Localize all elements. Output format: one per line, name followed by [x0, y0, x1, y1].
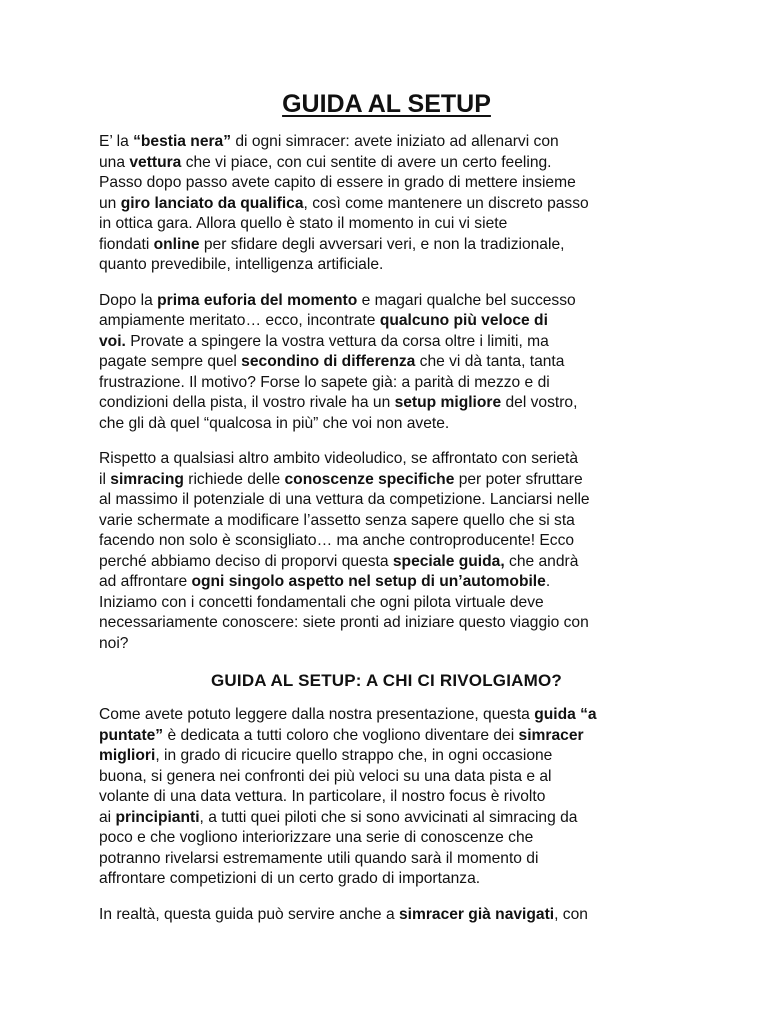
text-line [99, 787, 674, 808]
text-line [99, 634, 674, 655]
text-segment: buona, si genera nei confronti dei più veloci su una data pista e al [99, 767, 552, 785]
text-line [99, 552, 674, 573]
bold-text: voi. [99, 332, 126, 350]
text-line [99, 828, 674, 849]
bold-text: simracer già navigati [398, 905, 555, 923]
paragraph [99, 449, 674, 654]
section-audience [99, 705, 674, 925]
text-line [99, 470, 674, 491]
text-line [99, 572, 674, 593]
text-segment: quanto prevedibile, intelligenza artificiale. [99, 256, 384, 273]
text-segment: che gli dà quel “qualcosa in più” che voi non avete. [99, 414, 450, 432]
text-segment: E’ la [99, 133, 134, 150]
bold-text: vettura [129, 153, 182, 171]
text-segment: volante di una data vettura. In particolare, il nostro focus è rivolto [99, 788, 546, 805]
text-line [99, 373, 674, 394]
text-segment: e magari qualche bel successo [357, 291, 576, 309]
text-line [99, 490, 674, 511]
text-segment: in ottica gara. Allora quello è stato il momento in cui vi siete [99, 215, 508, 232]
text-segment: poco e che vogliono interiorizzare una serie di conoscenze che [99, 829, 534, 846]
text-line [99, 767, 674, 788]
text-segment: è dedicata a tutti coloro che vogliono diventare dei [163, 726, 519, 744]
bold-text: simracer [518, 726, 584, 744]
text-line [99, 905, 674, 926]
text-segment: al massimo il potenziale di una vettura da competizione. Lanciarsi nelle [99, 491, 590, 508]
text-segment: potranno rivelarsi estremamente utili quando sarà il momento di [99, 849, 539, 867]
text-line [99, 414, 674, 435]
paragraph [99, 905, 674, 926]
text-segment: noi? [99, 634, 129, 652]
text-line [99, 352, 674, 373]
text-line [99, 705, 674, 726]
text-segment: In realtà, questa guida può servire anche a [99, 905, 399, 923]
text-segment: Rispetto a qualsiasi altro ambito videoludico, se affrontato con serietà [99, 450, 579, 467]
bold-text: setup migliore [394, 394, 502, 411]
section-heading: GUIDA AL SETUP: A CHI CI RIVOLGIAMO? [211, 671, 562, 690]
text-segment: una [99, 153, 130, 171]
text-line [99, 849, 674, 870]
text-line [99, 132, 674, 153]
paragraph [99, 132, 674, 276]
text-segment: ad affrontare [99, 573, 192, 590]
text-line [99, 531, 674, 552]
bold-text: puntate” [99, 726, 164, 744]
text-segment: perché abbiamo deciso di proporvi questa [99, 552, 393, 570]
text-segment: il [99, 470, 111, 488]
text-segment: Passo dopo passo avete capito di essere in grado di mettere insieme [99, 174, 576, 191]
text-line [99, 311, 674, 332]
text-segment: . [545, 573, 551, 590]
text-segment: facendo non solo è sconsigliato… ma anche controproducente! Ecco [99, 532, 575, 549]
bold-text: online [153, 235, 200, 253]
text-segment: condizioni della pista, il vostro rivale ha un [99, 394, 395, 411]
document-page [99, 88, 674, 940]
text-segment: che vi piace, con cui sentite di avere un certo feeling. [181, 153, 552, 171]
bold-text: qualcuno più veloce di [379, 312, 548, 329]
text-line [99, 173, 674, 194]
text-segment: fiondati [99, 235, 154, 253]
text-segment: frustrazione. Il motivo? Forse lo sapete già: a parità di mezzo e di [99, 373, 550, 391]
text-line [99, 869, 674, 890]
text-segment: richiede delle [183, 470, 285, 488]
paragraph [99, 291, 674, 435]
text-segment: Dopo la [99, 291, 158, 309]
text-segment: che vi dà tanta, tanta [415, 353, 565, 370]
text-segment: , con [554, 905, 588, 923]
bold-text: migliori [99, 747, 156, 764]
text-segment: ampiamente meritato… ecco, incontrate [99, 312, 380, 329]
text-segment: Provate a spingere la vostra vettura da corsa oltre i limiti, ma [125, 332, 549, 350]
bold-text: guida “a [534, 706, 597, 723]
text-line [99, 235, 674, 256]
paragraph [99, 705, 674, 890]
text-line [99, 393, 674, 414]
text-segment: affrontare competizioni di un certo grado di importanza. [99, 870, 481, 887]
text-segment: varie schermate a modificare l’assetto senza sapere quello che si sta [99, 511, 575, 529]
page-title: GUIDA AL SETUP [282, 90, 491, 118]
text-segment: Iniziamo con i concetti fondamentali che ogni pilota virtuale deve [99, 593, 544, 611]
bold-text: ogni singolo aspetto nel setup di un’automobile [191, 573, 546, 590]
text-segment: , in grado di ricucire quello strappo che, in ogni occasione [155, 747, 553, 764]
text-line [99, 255, 674, 276]
text-line [99, 194, 674, 215]
bold-text: secondino di differenza [241, 353, 416, 370]
text-line [99, 332, 674, 353]
bold-text: prima euforia del momento [157, 291, 358, 309]
text-segment: per sfidare degli avversari veri, e non la tradizionale, [199, 235, 565, 253]
text-segment: necessariamente conoscere: siete pronti ad iniziare questo viaggio con [99, 614, 589, 631]
text-line [99, 808, 674, 829]
text-segment: per poter sfruttare [454, 470, 583, 488]
text-line [99, 153, 674, 174]
bold-text: “bestia nera” [133, 133, 232, 150]
text-line [99, 746, 674, 767]
text-segment: un [99, 194, 121, 212]
text-line [99, 291, 674, 312]
text-segment: , a tutti quei piloti che si sono avvicinati al simracing da [199, 808, 578, 826]
text-segment: pagate sempre quel [99, 353, 242, 370]
bold-text: principianti [115, 808, 200, 826]
text-segment: che andrà [504, 552, 579, 570]
bold-text: simracing [110, 470, 184, 488]
text-line [99, 449, 674, 470]
text-segment: , così come mantenere un discreto passo [303, 194, 589, 212]
text-line [99, 214, 674, 235]
bold-text: speciale guida, [392, 552, 505, 570]
text-line [99, 593, 674, 614]
text-line [99, 613, 674, 634]
text-segment: di ogni simracer: avete iniziato ad allenarvi con [231, 133, 559, 150]
bold-text: conoscenze specifiche [284, 470, 455, 488]
section-intro [99, 132, 674, 654]
text-segment: ai [99, 808, 116, 826]
text-line [99, 726, 674, 747]
text-segment: Come avete potuto leggere dalla nostra presentazione, questa [99, 706, 535, 723]
text-segment: del vostro, [501, 394, 578, 411]
text-line [99, 511, 674, 532]
bold-text: giro lanciato da qualifica [120, 194, 304, 212]
